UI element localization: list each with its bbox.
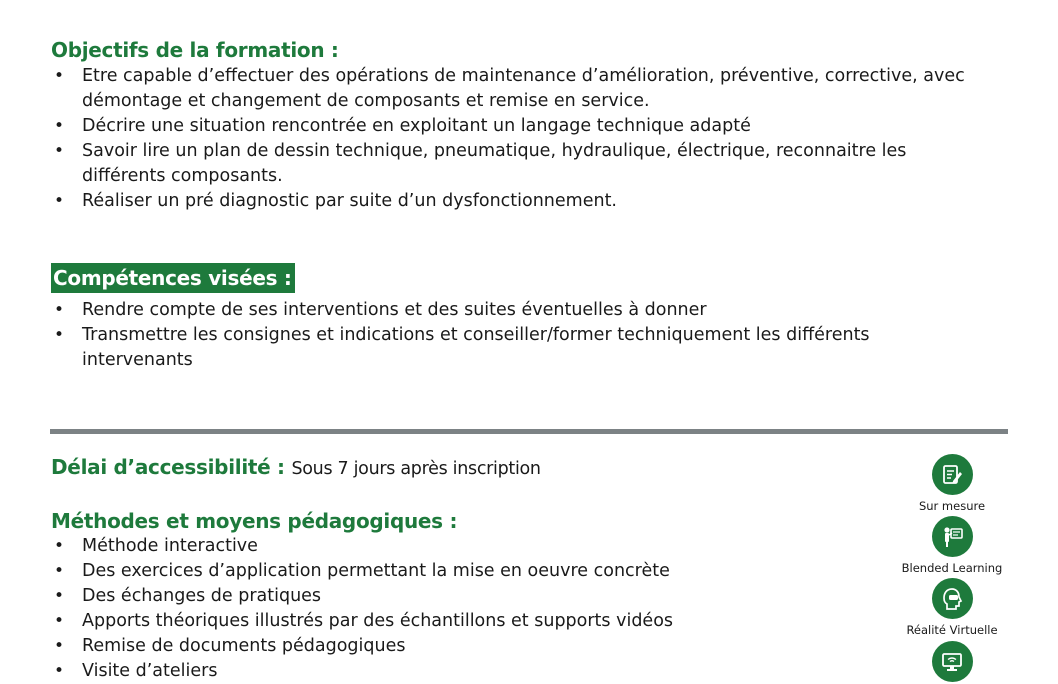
list-item: • Méthode interactive — [51, 534, 851, 559]
modality-label: Réalité Virtuelle — [906, 623, 998, 637]
access-delay-value: Sous 7 jours après inscription — [291, 459, 541, 479]
list-item: • Remise de documents pédagogiques — [51, 634, 851, 659]
list-item: • Des échanges de pratiques — [51, 584, 851, 609]
modality-label: Sur mesure — [918, 499, 986, 513]
skills-heading: Compétences visées : — [51, 263, 295, 293]
modality-computer — [882, 641, 1022, 682]
list-item: • Etre capable d’effectuer des opérations de maintenance d’amélioration, préventive, corrective, avec démontage et changement de composants et remise en service. — [51, 64, 991, 114]
modality-sur-mesure — [882, 454, 1022, 513]
list-item: • Réaliser un pré diagnostic par suite d’un dysfonctionnement. — [51, 189, 991, 214]
edit-document-icon — [932, 454, 973, 495]
list-item: • Apports théoriques illustrés par des échantillons et supports vidéos — [51, 609, 851, 634]
list-item: • Des exercices d’application permettant la mise en oeuvre concrète — [51, 559, 851, 584]
methods-heading: Méthodes et moyens pédagogiques : — [51, 509, 458, 533]
methods-list — [51, 534, 851, 684]
list-item: • Transmettre les consignes et indications et conseiller/former techniquement les différents intervenants — [51, 323, 951, 373]
list-item: • Rendre compte de ses interventions et des suites éventuelles à donner — [51, 298, 951, 323]
computer-monitor-icon — [932, 641, 973, 682]
objectives-heading: Objectifs de la formation : — [51, 38, 339, 62]
list-item: • Savoir lire un plan de dessin technique, pneumatique, hydraulique, électrique, reconnaitre les différents composants. — [51, 139, 991, 189]
list-item: • Visite d’ateliers — [51, 659, 851, 684]
objectives-list — [51, 64, 991, 214]
presenter-board-icon — [932, 516, 973, 557]
skills-list — [51, 298, 951, 373]
modality-realite-virtuelle — [882, 578, 1022, 637]
access-delay — [51, 455, 541, 479]
list-item: • Décrire une situation rencontrée en exploitant un langage technique adapté — [51, 114, 991, 139]
access-delay-label: Délai d’accessibilité : — [51, 455, 285, 479]
section-divider — [50, 429, 1008, 434]
modality-blended-learning — [882, 516, 1022, 575]
modality-label: Blended Learning — [901, 561, 1003, 575]
vr-headset-icon — [932, 578, 973, 619]
